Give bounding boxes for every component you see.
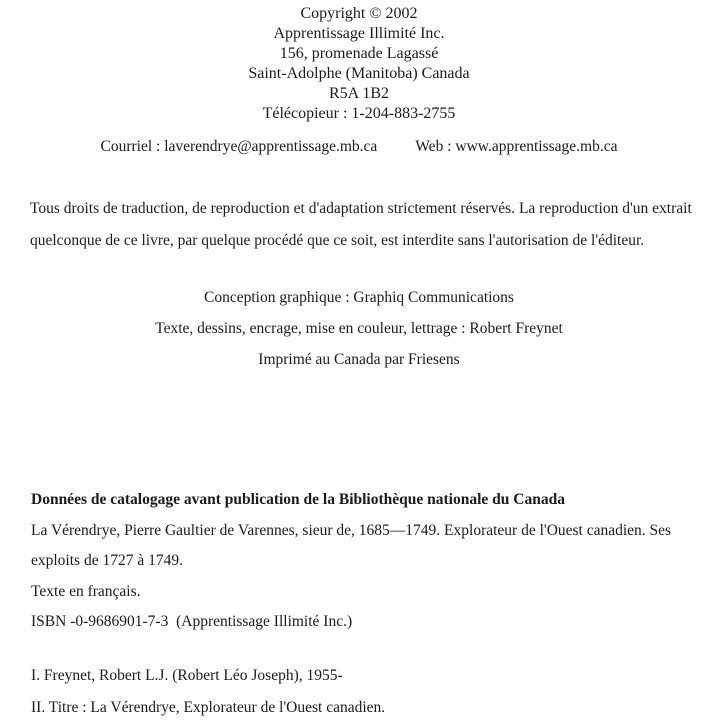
credit-text-art: Texte, dessins, encrage, mise en couleur, lettrage : Robert Freynet xyxy=(155,320,563,337)
email-line: Courriel : laverendrye@apprentissage.mb.ca xyxy=(100,138,378,155)
index-entry-author: I. Freynet, Robert L.J. (Robert Léo Joseph), 1955- xyxy=(31,666,343,684)
publisher-postal-code: R5A 1B2 xyxy=(328,85,389,102)
copyright-line: Copyright © 2002 xyxy=(300,5,418,22)
publisher-name: Apprentissage Illimité Inc. xyxy=(273,25,445,42)
credits-block xyxy=(0,282,718,375)
publisher-fax: Télécopieur : 1-204-883-2755 xyxy=(262,105,456,122)
cataloging-heading: Données de catalogage avant publication de la Bibliothèque nationale du Canada xyxy=(31,491,565,508)
index-entries xyxy=(31,660,704,723)
publisher-city: Saint-Adolphe (Manitoba) Canada xyxy=(248,65,470,82)
credit-design: Conception graphique : Graphiq Communications xyxy=(204,289,514,306)
index-entry-title: II. Titre : La Vérendrye, Explorateur de l'Ouest canadien. xyxy=(31,698,386,716)
publisher-street: 156, promenade Lagassé xyxy=(279,45,439,62)
publisher-block xyxy=(0,0,718,124)
credit-printing: Imprimé au Canada par Friesens xyxy=(258,351,460,368)
rights-paragraph: Tous droits de traduction, de reproduction et d'adaptation strictement réservés. La reproduction d'un extrait quelconque de ce livre, par quelque procédé que ce soit, est interdite sans l'autorisation de l'éditeur. xyxy=(30,200,692,249)
web-line: Web : www.apprentissage.mb.ca xyxy=(415,138,618,155)
cataloging-language: Texte en français. xyxy=(31,582,141,600)
contact-line xyxy=(0,137,718,157)
cataloging-isbn: ISBN -0-9686901-7-3 (Apprentissage Illimité Inc.) xyxy=(31,613,353,630)
cataloging-block xyxy=(31,485,704,638)
cataloging-description: La Vérendrye, Pierre Gaultier de Varennes, sieur de, 1685—1749. Explorateur de l'Ouest canadien. Ses exploits de 1727 à 1749. xyxy=(31,521,672,569)
